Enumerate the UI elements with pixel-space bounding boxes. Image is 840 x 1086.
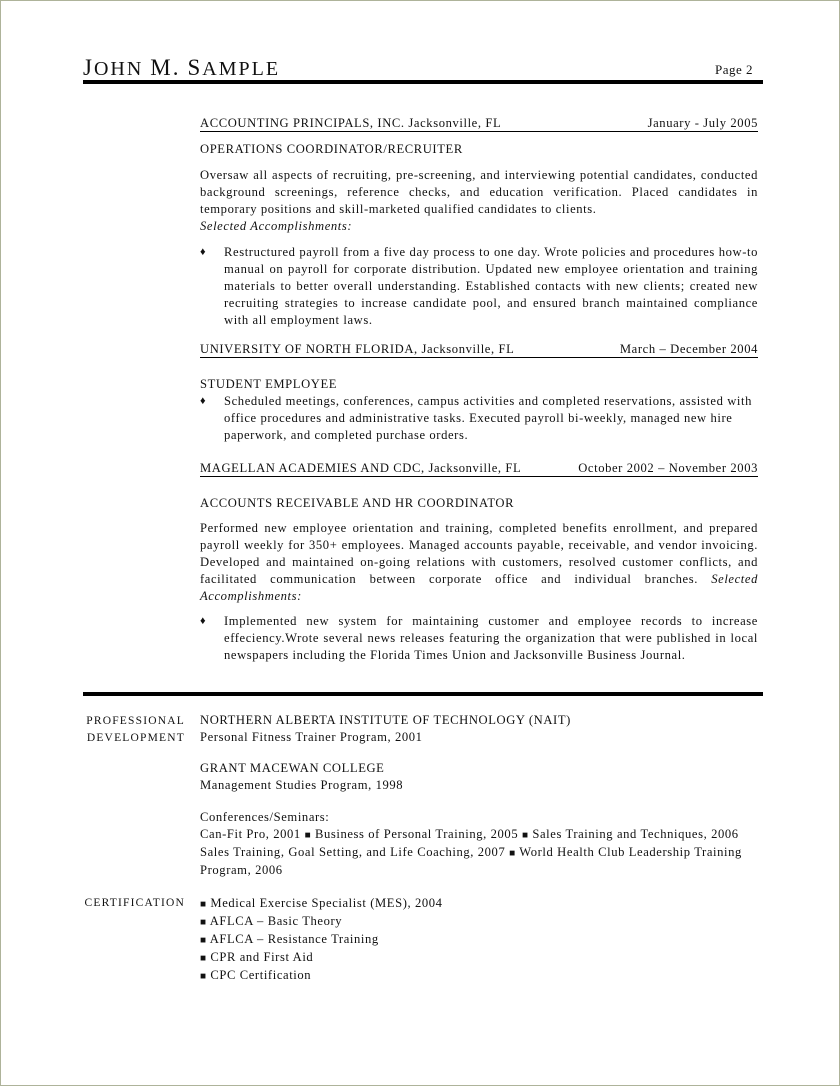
job-dates: March – December 2004: [619, 342, 758, 356]
candidate-name: JOHN M. SAMPLE: [83, 55, 281, 80]
square-bullet-icon: ■: [521, 830, 529, 841]
job-description: Performed new employee orientation and training, completed benefits enrollment, and prepared payroll weekly for 350+ employees. Managed accounts payable, receivable, and vendor invoicing. Developed and maintained on-going relations with customers, resolved customer conflicts, and facilitated communication between corporate office and individual branches. Selected Accomplishments:: [200, 521, 758, 603]
job-description: Oversaw all aspects of recruiting, pre-screening, and interviewing potential candidates, conducted background screenings, reference checks, and education verification. Placed candidates in temporary positions and skill-marketed qualified candidates to clients. Selected Accomplishments:: [200, 168, 758, 233]
diamond-bullet-icon: ♦: [200, 615, 207, 627]
list-item: ■ CPC Certification: [200, 968, 312, 982]
conferences-list: Can-Fit Pro, 2001 ■ Business of Personal Training, 2005 ■ Sales Training and Techniques, 2006 Sales Training, Goal Setting, and Life Coaching, 2007 ■ World Health Club Leadership Training Program, 2006: [200, 827, 742, 877]
school-name: NORTHERN ALBERTA INSTITUTE OF TECHNOLOGY (NAIT): [200, 713, 571, 727]
square-bullet-icon: ■: [304, 830, 312, 841]
section-divider: [83, 692, 763, 696]
conferences-label: Conferences/Seminars:: [200, 810, 330, 824]
accomplishments-label: Selected Accomplishments:: [200, 572, 758, 603]
program-name: Management Studies Program, 1998: [200, 778, 404, 792]
job-dates: January - July 2005: [647, 116, 758, 130]
job-entry: [200, 342, 758, 444]
square-bullet-icon: ■: [200, 935, 207, 946]
list-item: ■ CPR and First Aid: [200, 950, 314, 964]
square-bullet-icon: ■: [200, 953, 207, 964]
section-label-certification: CERTIFICATION: [84, 897, 185, 909]
diamond-bullet-icon: ♦: [200, 246, 207, 258]
job-title: OPERATIONS COORDINATOR/RECRUITER: [200, 142, 463, 156]
program-name: Personal Fitness Trainer Program, 2001: [200, 730, 423, 744]
square-bullet-icon: ■: [509, 848, 516, 859]
accomplishment-bullet: ♦ Scheduled meetings, conferences, campus activities and completed reservations, assisted with office procedures and administrative tasks. Executed payroll bi-weekly, managed new hire paperwork, and completed purchase orders.: [200, 394, 753, 442]
square-bullet-icon: ■: [200, 971, 207, 982]
list-item: ■ AFLCA – Resistance Training: [200, 932, 379, 946]
employer: UNIVERSITY OF NORTH FLORIDA, Jacksonville, FL: [200, 342, 515, 356]
list-item: ■ Medical Exercise Specialist (MES), 2004: [200, 896, 443, 910]
job-entry: [200, 461, 758, 664]
job-heading: [200, 116, 758, 132]
header-divider: [83, 80, 763, 84]
job-heading: [200, 342, 758, 358]
job-title: ACCOUNTS RECEIVABLE AND HR COORDINATOR: [200, 496, 515, 510]
job-heading: [200, 461, 758, 477]
square-bullet-icon: ■: [200, 917, 207, 928]
page-number: Page 2: [714, 62, 753, 77]
employer: MAGELLAN ACADEMIES AND CDC, Jacksonville, FL: [200, 461, 522, 475]
section-label-professional-development: PROFESSIONAL DEVELOPMENT: [86, 715, 185, 744]
job-dates: October 2002 – November 2003: [578, 461, 758, 475]
job-entry: [200, 116, 758, 329]
list-item: ■ AFLCA – Basic Theory: [200, 914, 343, 928]
job-title: STUDENT EMPLOYEE: [200, 377, 338, 391]
accomplishment-bullet: ♦ Implemented new system for maintaining customer and employee records to increase effeciency.Wrote several news releases featuring the organization that were published in local newspapers including the Florida Times Union and Jacksonville Business Journal.: [200, 614, 758, 662]
diamond-bullet-icon: ♦: [200, 395, 207, 407]
certification-list: [200, 895, 758, 985]
school-name: GRANT MACEWAN COLLEGE: [200, 761, 385, 775]
professional-development: [200, 712, 758, 879]
employer: ACCOUNTING PRINCIPALS, INC. Jacksonville, FL: [200, 116, 502, 130]
square-bullet-icon: ■: [200, 899, 207, 910]
accomplishments-label: Selected Accomplishments:: [200, 219, 353, 233]
accomplishment-bullet: ♦ Restructured payroll from a five day process to one day. Wrote policies and procedures how-to manual on payroll for corporate distribution. Updated new employee orientation and training materials to better overall understanding. Established contacts with new clients; created new recruiting strategies to increase candidate pool, and ensured branch maintained compliance with all employment laws.: [200, 245, 758, 327]
